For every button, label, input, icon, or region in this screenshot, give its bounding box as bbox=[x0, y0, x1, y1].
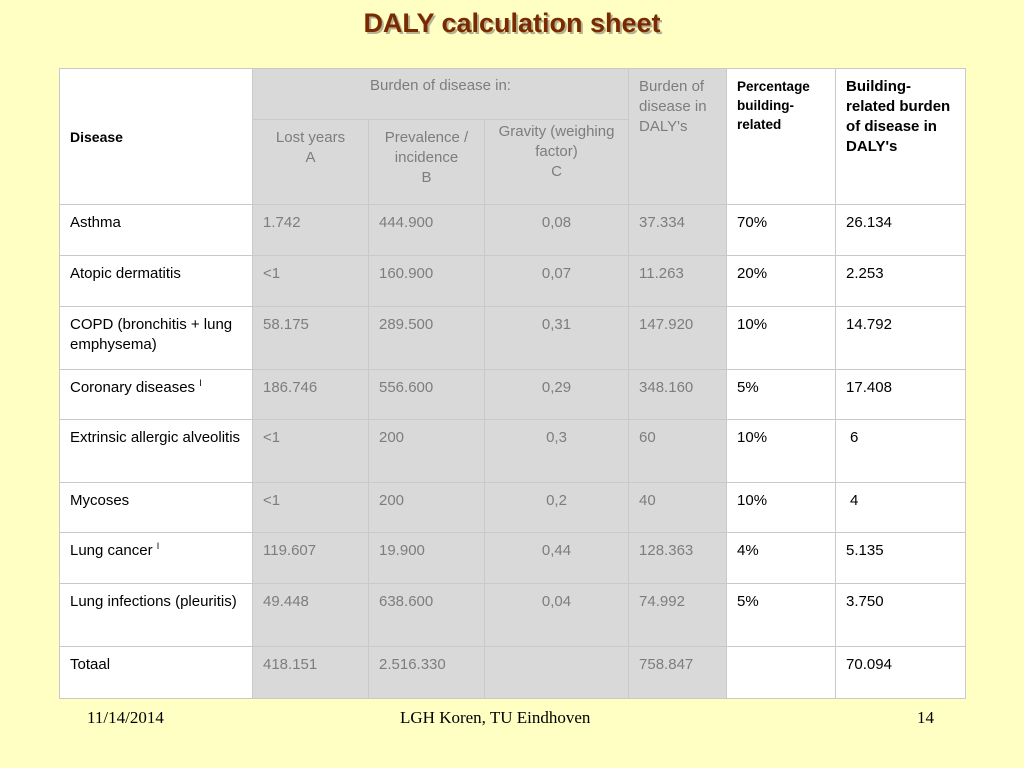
footer-page-number: 14 bbox=[917, 708, 934, 727]
header-lost-years bbox=[253, 120, 369, 205]
prevalence-cell bbox=[369, 307, 485, 370]
header-lost-years-letter: A bbox=[305, 149, 316, 166]
lost-years-cell-text: 58.175 bbox=[263, 316, 309, 333]
percentage-cell bbox=[727, 420, 836, 483]
header-row-1 bbox=[60, 69, 966, 120]
footer-author: LGH Koren, TU Eindhoven bbox=[400, 708, 591, 727]
building-burden-cell bbox=[836, 420, 966, 483]
lost-years-cell bbox=[253, 370, 369, 420]
building-burden-cell-text: 5.135 bbox=[846, 542, 884, 559]
prevalence-cell-text: 19.900 bbox=[379, 542, 425, 559]
burden-daly-cell-text: 37.334 bbox=[639, 214, 685, 231]
building-burden-cell bbox=[836, 370, 966, 420]
lost-years-cell bbox=[253, 420, 369, 483]
burden-daly-cell bbox=[629, 370, 727, 420]
slide-title: DALY calculation sheet bbox=[363, 8, 661, 38]
header-prevalence-letter: B bbox=[421, 169, 432, 186]
burden-daly-cell-text: 40 bbox=[639, 492, 656, 509]
building-burden-cell bbox=[836, 647, 966, 699]
table-row bbox=[60, 647, 966, 699]
table-row bbox=[60, 307, 966, 370]
prevalence-cell-text: 556.600 bbox=[379, 379, 434, 396]
gravity-cell bbox=[485, 584, 629, 647]
building-burden-cell-text: 70.094 bbox=[846, 656, 892, 673]
burden-daly-cell bbox=[629, 483, 727, 533]
disease-cell-text: COPD (bronchitis + lung emphysema) bbox=[70, 316, 233, 353]
gravity-cell bbox=[485, 647, 629, 699]
building-burden-cell-text: 2.253 bbox=[846, 265, 884, 282]
percentage-cell-text: 5% bbox=[737, 593, 759, 610]
disease-cell-text: Atopic dermatitis bbox=[70, 265, 181, 282]
percentage-cell bbox=[727, 256, 836, 307]
gravity-cell-text: 0,08 bbox=[541, 214, 572, 231]
burden-daly-cell-text: 74.992 bbox=[639, 593, 685, 610]
header-lost-years-label: Lost years bbox=[275, 129, 346, 146]
lost-years-cell bbox=[253, 647, 369, 699]
disease-cell-text: Totaal bbox=[70, 656, 111, 673]
burden-daly-cell-text: 348.160 bbox=[639, 379, 694, 396]
footnote-marker: I bbox=[199, 378, 202, 388]
prevalence-cell-text: 2.516.330 bbox=[379, 656, 446, 673]
building-burden-cell bbox=[836, 256, 966, 307]
building-burden-cell-text: 3.750 bbox=[846, 593, 884, 610]
table-row bbox=[60, 205, 966, 256]
gravity-cell bbox=[485, 420, 629, 483]
disease-cell bbox=[60, 420, 253, 483]
lost-years-cell-text: 418.151 bbox=[263, 656, 318, 673]
lost-years-cell-text: 119.607 bbox=[263, 542, 317, 559]
percentage-cell-text: 10% bbox=[737, 429, 768, 446]
prevalence-cell-text: 444.900 bbox=[379, 214, 434, 231]
gravity-cell-text: 0,07 bbox=[541, 265, 572, 282]
lost-years-cell bbox=[253, 533, 369, 584]
gravity-cell bbox=[485, 483, 629, 533]
table-row bbox=[60, 420, 966, 483]
gravity-cell bbox=[485, 370, 629, 420]
lost-years-cell-text: <1 bbox=[263, 429, 281, 446]
disease-cell-text: Lung infections (pleuritis) bbox=[70, 593, 237, 610]
header-gravity-label: Gravity (weighing factor) bbox=[498, 123, 615, 160]
prevalence-cell bbox=[369, 483, 485, 533]
prevalence-cell bbox=[369, 256, 485, 307]
disease-cell-text: Mycoses bbox=[70, 492, 130, 509]
building-burden-cell-text: 14.792 bbox=[846, 316, 892, 333]
gravity-cell-text: 0,3 bbox=[546, 429, 567, 446]
prevalence-cell bbox=[369, 533, 485, 584]
burden-daly-cell-text: 758.847 bbox=[639, 656, 694, 673]
percentage-cell bbox=[727, 370, 836, 420]
lost-years-cell-text: 186.746 bbox=[263, 379, 318, 396]
gravity-cell bbox=[485, 256, 629, 307]
table-row bbox=[60, 483, 966, 533]
header-prevalence bbox=[369, 120, 485, 205]
burden-daly-cell bbox=[629, 533, 727, 584]
building-burden-cell-text: 26.134 bbox=[846, 214, 892, 231]
disease-cell bbox=[60, 370, 253, 420]
burden-daly-cell bbox=[629, 647, 727, 699]
header-gravity bbox=[485, 120, 629, 205]
lost-years-cell-text: 49.448 bbox=[263, 593, 309, 610]
percentage-cell-text: 4% bbox=[737, 542, 759, 559]
header-burden-daly: Burden of disease in DALY's bbox=[629, 69, 727, 205]
disease-cell bbox=[60, 647, 253, 699]
building-burden-cell bbox=[836, 584, 966, 647]
prevalence-cell bbox=[369, 647, 485, 699]
percentage-cell-text: 70% bbox=[737, 214, 768, 231]
burden-daly-cell-text: 60 bbox=[639, 429, 656, 446]
disease-cell-text: Extrinsic allergic alveolitis bbox=[70, 429, 241, 446]
table-row bbox=[60, 370, 966, 420]
percentage-cell bbox=[727, 533, 836, 584]
disease-cell bbox=[60, 256, 253, 307]
lost-years-cell bbox=[253, 483, 369, 533]
percentage-cell-text: 10% bbox=[737, 492, 768, 509]
disease-cell bbox=[60, 584, 253, 647]
disease-cell-text: Asthma bbox=[70, 214, 121, 231]
lost-years-cell-text: 1.742 bbox=[263, 214, 301, 231]
table-row bbox=[60, 256, 966, 307]
prevalence-cell bbox=[369, 205, 485, 256]
burden-daly-cell bbox=[629, 584, 727, 647]
burden-daly-cell-text: 147.920 bbox=[639, 316, 694, 333]
table-row bbox=[60, 584, 966, 647]
gravity-cell-text: 0,2 bbox=[546, 492, 567, 509]
footnote-marker: I bbox=[156, 541, 160, 551]
gravity-cell bbox=[485, 307, 629, 370]
percentage-cell-text: 5% bbox=[737, 379, 759, 396]
building-burden-cell bbox=[836, 205, 966, 256]
burden-daly-cell-text: 11.263 bbox=[639, 265, 684, 282]
header-burden-group: Burden of disease in: bbox=[253, 69, 629, 120]
disease-cell bbox=[60, 483, 253, 533]
lost-years-cell bbox=[253, 307, 369, 370]
building-burden-cell-text: 6 bbox=[850, 429, 859, 446]
prevalence-cell-text: 160.900 bbox=[379, 265, 434, 282]
lost-years-cell-text: <1 bbox=[263, 492, 281, 509]
prevalence-cell-text: 289.500 bbox=[379, 316, 434, 333]
building-burden-cell-text: 17.408 bbox=[846, 379, 892, 396]
prevalence-cell bbox=[369, 370, 485, 420]
lost-years-cell-text: <1 bbox=[263, 265, 281, 282]
percentage-cell bbox=[727, 307, 836, 370]
header-percentage: Percentage building-related bbox=[727, 69, 836, 205]
header-prevalence-label: Prevalence / incidence bbox=[384, 129, 469, 166]
percentage-cell bbox=[727, 647, 836, 699]
burden-daly-cell bbox=[629, 420, 727, 483]
prevalence-cell-text: 200 bbox=[379, 492, 405, 509]
header-building-burden: Building-related burden of disease in DALY's bbox=[836, 69, 966, 205]
burden-daly-cell bbox=[629, 307, 727, 370]
burden-daly-cell bbox=[629, 256, 727, 307]
disease-cell-text: Coronary diseases bbox=[70, 379, 196, 396]
gravity-cell-text: 0,04 bbox=[541, 593, 572, 610]
table-row bbox=[60, 533, 966, 584]
percentage-cell-text: 20% bbox=[737, 265, 768, 282]
footer-date: 11/14/2014 bbox=[87, 708, 164, 727]
gravity-cell-text: 0,29 bbox=[541, 379, 572, 396]
building-burden-cell bbox=[836, 483, 966, 533]
lost-years-cell bbox=[253, 205, 369, 256]
header-disease: Disease bbox=[60, 69, 253, 205]
gravity-cell bbox=[485, 533, 629, 584]
disease-cell bbox=[60, 205, 253, 256]
daly-table bbox=[59, 68, 966, 699]
burden-daly-cell bbox=[629, 205, 727, 256]
prevalence-cell bbox=[369, 420, 485, 483]
gravity-cell bbox=[485, 205, 629, 256]
lost-years-cell bbox=[253, 584, 369, 647]
disease-cell bbox=[60, 307, 253, 370]
building-burden-cell bbox=[836, 533, 966, 584]
prevalence-cell bbox=[369, 584, 485, 647]
building-burden-cell-text: 4 bbox=[850, 492, 859, 509]
lost-years-cell bbox=[253, 256, 369, 307]
burden-daly-cell-text: 128.363 bbox=[639, 542, 694, 559]
percentage-cell-text: 10% bbox=[737, 316, 768, 333]
header-gravity-letter: C bbox=[551, 163, 562, 180]
disease-cell bbox=[60, 533, 253, 584]
disease-cell-text: Lung cancer bbox=[70, 542, 153, 559]
percentage-cell bbox=[727, 483, 836, 533]
building-burden-cell bbox=[836, 307, 966, 370]
prevalence-cell-text: 200 bbox=[379, 429, 405, 446]
gravity-cell-text: 0,31 bbox=[541, 316, 572, 333]
prevalence-cell-text: 638.600 bbox=[379, 593, 434, 610]
percentage-cell bbox=[727, 205, 836, 256]
gravity-cell-text: 0,44 bbox=[541, 542, 572, 559]
percentage-cell bbox=[727, 584, 836, 647]
